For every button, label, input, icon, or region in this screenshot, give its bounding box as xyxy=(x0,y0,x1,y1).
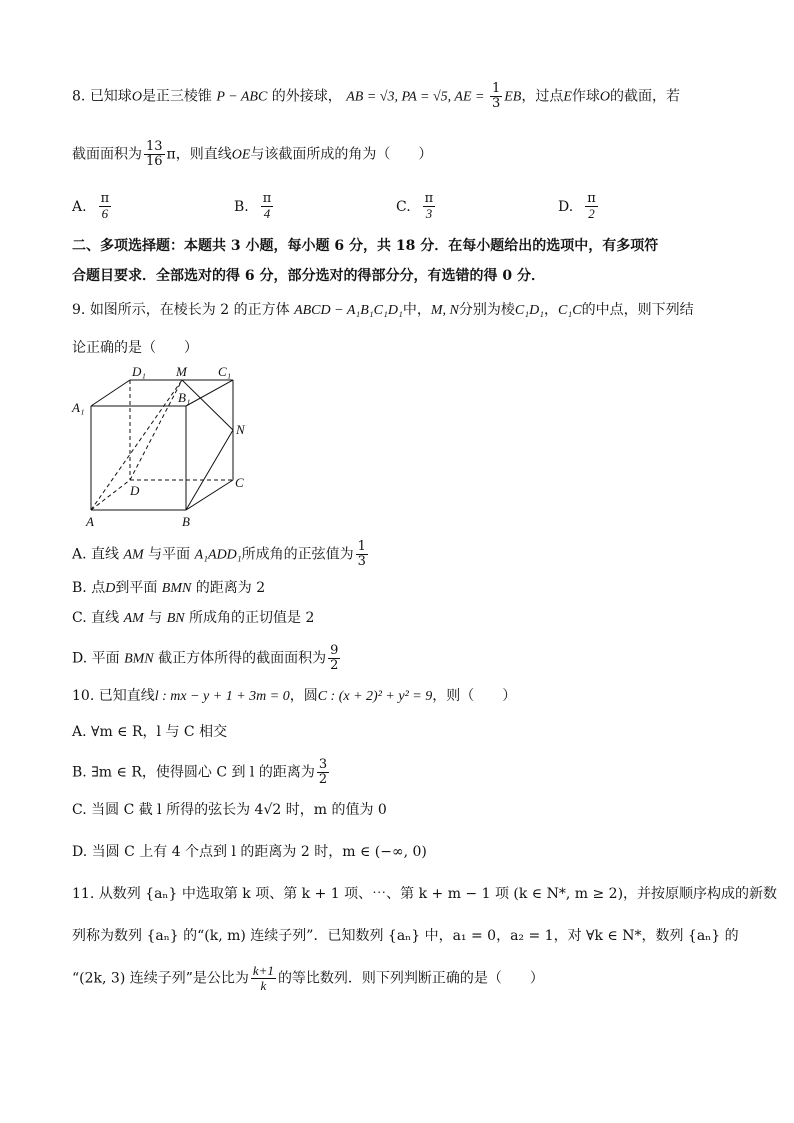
q10-option-a[interactable]: A. ∀m ∈ R，l 与 C 相交 xyxy=(72,724,228,740)
q8-text: 是正三棱锥 xyxy=(141,88,212,105)
label-D1: D₁ xyxy=(132,364,146,379)
fraction xyxy=(99,192,112,221)
fraction xyxy=(423,192,436,221)
segment-BN xyxy=(186,430,233,510)
frac-den: 3 xyxy=(425,206,433,221)
q8-text: 的截面，若 xyxy=(610,88,681,105)
q8-text: 截面面积为 xyxy=(72,146,142,163)
q10-text: ，则（ ） xyxy=(432,688,517,704)
q9-text: ， xyxy=(544,302,559,318)
q10-stem xyxy=(72,686,516,707)
fraction xyxy=(490,82,502,111)
q9-line2: 论正确的是（ ） xyxy=(72,340,198,356)
q9-text: A. 直线 xyxy=(72,546,120,563)
q8-line1 xyxy=(72,82,680,111)
frac-den: 16 xyxy=(146,154,163,169)
option-label: A. xyxy=(72,198,87,215)
math-expr: AB = √3, PA = √5, AE = xyxy=(346,89,488,105)
math-expr: C : (x + 2)² + y² = 9 xyxy=(317,689,433,704)
q8-option-a[interactable] xyxy=(72,192,113,221)
edge-AD-hidden xyxy=(91,480,130,510)
frac-num: π xyxy=(424,191,434,206)
option-label: C. xyxy=(396,198,411,215)
q8-text: 作球 xyxy=(571,88,600,105)
math-expr: M, N xyxy=(430,303,459,318)
fraction xyxy=(251,964,276,993)
fraction xyxy=(328,644,340,673)
label-A: A xyxy=(86,514,94,529)
frac-den: 6 xyxy=(101,206,109,221)
math-var: OE xyxy=(231,147,251,163)
q11-line2: 列称为数列 {aₙ} 的“(k, m) 连续子列”．已知数列 {aₙ} 中，a₁ = 0，a₂ = 1，对 ∀k ∈ N*，数列 {aₙ} 的 xyxy=(72,928,739,944)
fraction xyxy=(317,758,329,787)
edge-BC xyxy=(186,480,233,510)
math-expr: C₁D₁ xyxy=(514,303,545,318)
q9-text: 分别为棱 xyxy=(458,302,515,318)
q10-text: B. ∃m ∈ R，使得圆心 C 到 l 的距离为 xyxy=(72,764,315,781)
fraction xyxy=(261,192,274,221)
q9-text: 中， xyxy=(402,302,431,318)
q9-text: 与 xyxy=(148,610,163,626)
q9-line1 xyxy=(72,300,694,321)
q9-text: 的距离为 2 xyxy=(195,580,266,596)
label-A1: A₁ xyxy=(72,400,85,415)
frac-den: 2 xyxy=(330,658,339,673)
math-expr: C₁C xyxy=(558,303,582,318)
label-B1: B₁ xyxy=(178,390,191,405)
q9-option-d[interactable] xyxy=(72,644,342,673)
q10-text: ，圆 xyxy=(289,688,318,704)
q10-text: 已知直线 xyxy=(98,688,155,704)
q9-text: D. 平面 xyxy=(72,650,120,667)
q9-text: 的中点，则下列结 xyxy=(581,302,694,318)
fraction xyxy=(585,192,598,221)
frac-num: π xyxy=(100,191,110,206)
math-expr: A₁ADD₁ xyxy=(194,547,242,563)
q9-text: 截正方体所得的截面面积为 xyxy=(158,650,327,667)
q8-text: 的外接球， xyxy=(271,88,342,105)
fraction xyxy=(144,140,165,169)
frac-den: 2 xyxy=(588,206,595,221)
q8-text: 与该截面所成的角为（ ） xyxy=(250,146,433,163)
math-expr: BN xyxy=(166,611,185,626)
frac-num: 1 xyxy=(491,81,501,96)
label-N: N xyxy=(236,422,245,437)
frac-num: 13 xyxy=(146,139,163,154)
q8-option-d[interactable] xyxy=(558,192,600,221)
math-expr: BMN xyxy=(124,651,154,667)
q9-text: C. 直线 xyxy=(72,610,120,626)
option-label: B. xyxy=(234,198,249,215)
math-expr: P − ABC xyxy=(216,89,268,105)
q9-option-c[interactable] xyxy=(72,608,314,629)
frac-den: k xyxy=(260,978,267,993)
q8-number: 8. xyxy=(72,88,86,105)
math-expr: AM xyxy=(123,611,144,626)
cube-figure xyxy=(68,362,268,530)
math-expr: ABCD − A₁B₁C₁D₁ xyxy=(294,303,403,318)
math-var: D xyxy=(105,581,116,596)
edge-A1D1 xyxy=(91,380,130,406)
frac-num: 3 xyxy=(318,757,328,772)
q11-text: “(2k, 3) 连续子列”是公比为 xyxy=(72,970,249,987)
frac-den: 3 xyxy=(491,96,501,111)
q10-option-d[interactable]: D. 当圆 C 上有 4 个点到 l 的距离为 2 时，m ∈ (−∞, 0) xyxy=(72,844,427,860)
frac-num: π xyxy=(587,191,596,206)
option-label: D. xyxy=(558,198,574,215)
q10-option-b[interactable] xyxy=(72,758,331,787)
math-var: E xyxy=(563,89,572,105)
math-expr: AM xyxy=(123,547,144,563)
section2-heading-line2: 合题目要求．全部选对的得 6 分，部分选对的得部分分，有选错的得 0 分． xyxy=(72,268,545,284)
q9-number: 9. xyxy=(72,302,86,318)
q8-text: 已知球 xyxy=(89,88,132,105)
frac-den: 4 xyxy=(263,206,271,221)
frac-num: π xyxy=(262,191,272,206)
frac-num: 1 xyxy=(357,539,366,554)
q8-line2 xyxy=(72,140,432,169)
frac-num: k+1 xyxy=(252,963,274,978)
math-expr: l : mx − y + 1 + 3m = 0 xyxy=(154,689,290,704)
label-M: M xyxy=(176,364,187,379)
segment-MN xyxy=(182,380,233,430)
q9-text: 如图所示，在棱长为 2 的正方体 xyxy=(89,302,290,318)
q9-text: 所成角的正切值是 2 xyxy=(189,610,315,626)
q9-option-a[interactable] xyxy=(72,540,370,569)
q10-option-c[interactable]: C. 当圆 C 截 l 所得的弦长为 4√2 时，m 的值为 0 xyxy=(72,802,387,818)
label-D: D xyxy=(130,483,140,498)
q9-text: 到平面 xyxy=(115,580,158,596)
q11-text: 的等比数列．则下列判断正确的是（ ） xyxy=(277,970,544,987)
q9-text: 所成角的正弦值为 xyxy=(241,546,354,563)
label-C: C xyxy=(235,475,244,490)
math-var: O xyxy=(131,89,142,105)
q9-text: B. 点 xyxy=(72,580,106,596)
label-C1: C₁ xyxy=(218,364,232,379)
q11-line1: 11. 从数列 {aₙ} 中选取第 k 项、第 k + 1 项、⋯、第 k + m − 1 项 (k ∈ N*, m ≥ 2)，并按原顺序构成的新数 xyxy=(72,886,778,902)
edge-B1C1 xyxy=(186,380,233,406)
frac-den: 2 xyxy=(318,772,328,787)
math-vector: EB xyxy=(504,89,522,105)
segment-DM-hidden xyxy=(130,380,182,480)
q8-text: ，过点 xyxy=(521,88,564,105)
q9-option-b[interactable] xyxy=(72,578,265,599)
q8-option-c[interactable] xyxy=(396,192,437,221)
section2-heading-line1: 二、多项选择题：本题共 3 小题，每小题 6 分，共 18 分．在每小题给出的选项中，有多项符 xyxy=(72,238,659,254)
fraction xyxy=(356,540,368,569)
q11-line3 xyxy=(72,964,544,993)
math-expr: BMN xyxy=(161,581,192,596)
q8-text: π，则直线 xyxy=(166,146,232,163)
label-B: B xyxy=(182,514,190,529)
frac-num: 9 xyxy=(330,643,339,658)
frac-den: 3 xyxy=(357,554,366,569)
math-var: O xyxy=(599,89,611,105)
q8-option-b[interactable] xyxy=(234,192,275,221)
q9-text: 与平面 xyxy=(148,546,191,563)
q10-number: 10. xyxy=(72,688,95,704)
